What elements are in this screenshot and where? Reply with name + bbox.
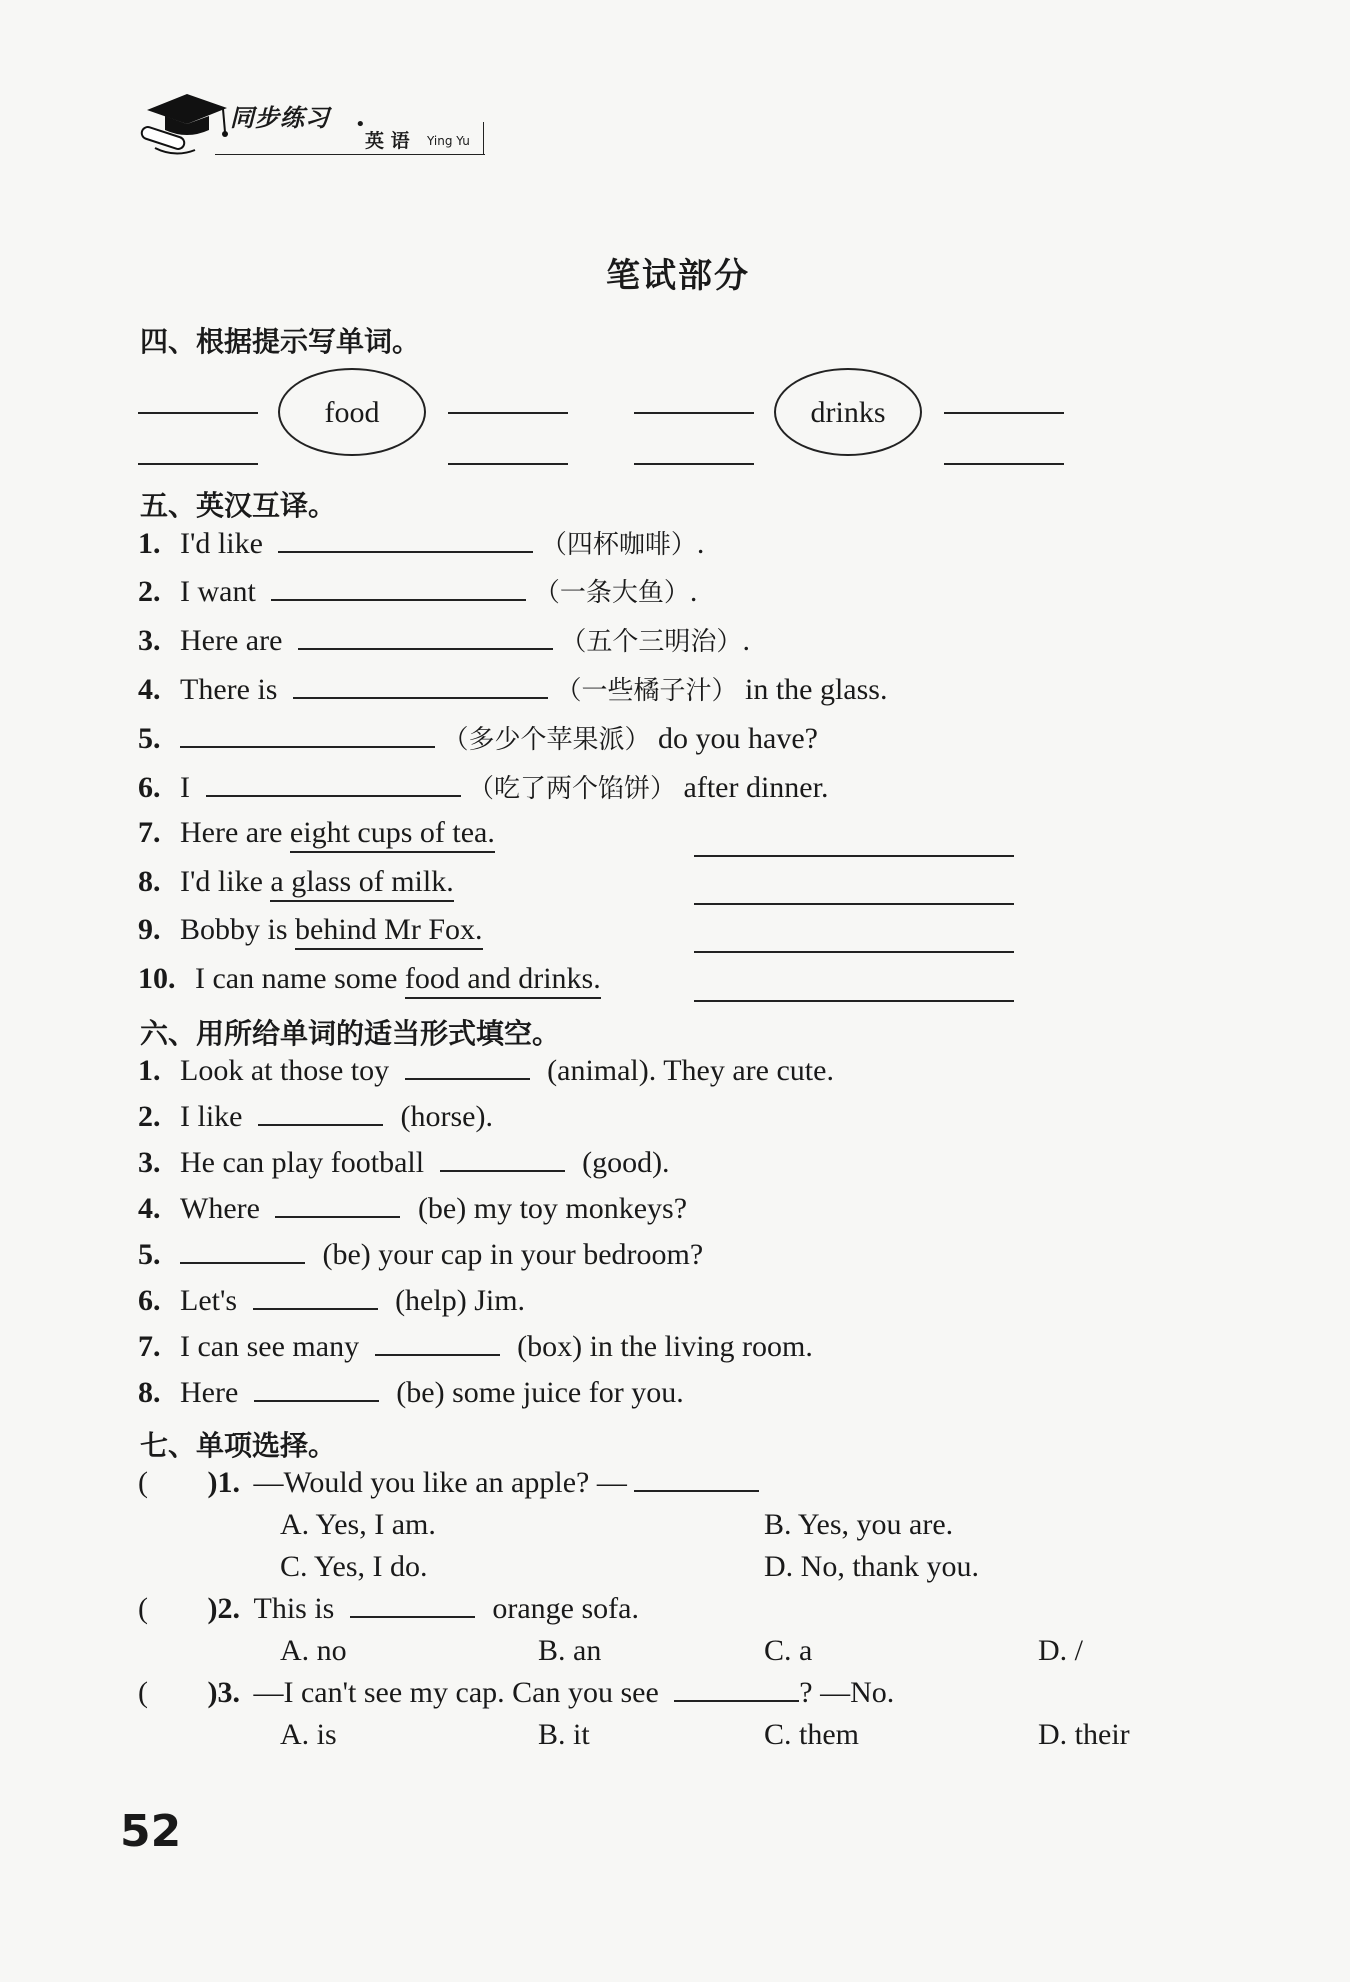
header-dot: • (355, 114, 366, 135)
choice-q3: ( )3. —I can't see my cap. Can you see ? —No. (138, 1676, 895, 1709)
translation-item-5: 5. （多少个苹果派） do you have? (138, 722, 818, 755)
blank-line (944, 412, 1064, 414)
blank-line (944, 463, 1064, 465)
choice-q1: ( )1. —Would you like an apple? — (138, 1466, 759, 1500)
graduation-cap-icon (135, 88, 235, 158)
translation-item-8: 8. I'd like a glass of milk. (138, 865, 454, 899)
option-b[interactable]: B. an (538, 1634, 602, 1667)
option-a[interactable]: A. Yes, I am. (280, 1508, 436, 1541)
option-a[interactable]: A. is (280, 1718, 337, 1751)
answer-blank[interactable] (258, 1123, 383, 1126)
section6-heading: 六、用所给单词的适当形式填空。 (140, 1017, 561, 1050)
answer-blank[interactable] (275, 1215, 400, 1218)
choice-q2: ( )2. This is orange sofa. (138, 1592, 639, 1625)
fill-item-2: 2. I like (horse). (138, 1100, 493, 1133)
answer-blank[interactable] (375, 1353, 500, 1356)
blank-line (448, 463, 568, 465)
header-box-right (483, 122, 484, 154)
blank-line (138, 412, 258, 414)
fill-item-8: 8. Here (be) some juice for you. (138, 1376, 684, 1409)
answer-blank[interactable] (271, 598, 526, 601)
answer-line[interactable] (694, 855, 1014, 857)
option-b[interactable]: B. it (538, 1718, 590, 1751)
fill-item-3: 3. He can play football (good). (138, 1146, 670, 1179)
blank-line (138, 463, 258, 465)
word-bubble-drinks (774, 368, 922, 456)
fill-item-7: 7. I can see many (box) in the living room. (138, 1330, 813, 1363)
answer-blank[interactable] (206, 794, 461, 797)
answer-blank[interactable] (440, 1169, 565, 1172)
option-a[interactable]: A. no (280, 1634, 347, 1667)
blank-line (634, 412, 754, 414)
translation-item-2: 2. I want （一条大鱼）. (138, 575, 698, 608)
translation-item-9: 9. Bobby is behind Mr Fox. (138, 913, 483, 947)
answer-line[interactable] (694, 903, 1014, 905)
fill-item-1: 1. Look at those toy (animal). They are cute. (138, 1054, 834, 1087)
answer-line[interactable] (694, 951, 1014, 953)
page-title: 笔试部分 (606, 256, 750, 296)
option-d[interactable]: D. / (1038, 1634, 1083, 1667)
answer-blank[interactable] (350, 1615, 475, 1618)
fill-item-6: 6. Let's (help) Jim. (138, 1284, 526, 1317)
option-c[interactable]: C. them (764, 1718, 859, 1751)
fill-item-4: 4. Where (be) my toy monkeys? (138, 1192, 688, 1225)
answer-line[interactable] (694, 1000, 1014, 1002)
header-subject: 英 语 (365, 130, 410, 152)
answer-blank[interactable] (674, 1699, 799, 1702)
header-subject-pinyin: Ying Yu (427, 134, 470, 148)
answer-blank[interactable] (293, 696, 548, 699)
translation-item-1: 1. I'd like （四杯咖啡）. (138, 527, 705, 560)
answer-blank[interactable] (254, 1399, 379, 1402)
option-d[interactable]: D. No, thank you. (764, 1550, 979, 1583)
blank-line (634, 463, 754, 465)
answer-blank[interactable] (278, 550, 533, 553)
blank-line (448, 412, 568, 414)
answer-blank[interactable] (405, 1077, 530, 1080)
section4-heading: 四、根据提示写单词。 (140, 325, 421, 358)
translation-item-7: 7. Here are eight cups of tea. (138, 816, 495, 850)
fill-item-5: 5. (be) your cap in your bedroom? (138, 1238, 704, 1271)
option-c[interactable]: C. a (764, 1634, 813, 1667)
bubble-label: drinks (810, 396, 886, 429)
header-title: 同步练习 (230, 104, 330, 132)
answer-blank[interactable] (298, 647, 553, 650)
answer-blank[interactable] (180, 745, 435, 748)
word-bubble-food (278, 368, 426, 456)
option-b[interactable]: B. Yes, you are. (764, 1508, 954, 1541)
translation-item-3: 3. Here are （五个三明治）. (138, 624, 750, 657)
answer-blank[interactable] (634, 1489, 759, 1492)
translation-item-4: 4. There is （一些橘子汁） in the glass. (138, 673, 888, 706)
answer-blank[interactable] (253, 1307, 378, 1310)
header-underline (215, 154, 485, 155)
answer-blank[interactable] (180, 1261, 305, 1264)
section7-heading: 七、单项选择。 (140, 1429, 337, 1462)
translation-item-6: 6. I （吃了两个馅饼） after dinner. (138, 771, 829, 804)
header-logo (135, 88, 495, 158)
bubble-label: food (324, 396, 380, 429)
page-number: 52 (120, 1806, 182, 1857)
section5-heading: 五、英汉互译。 (140, 489, 337, 522)
option-c[interactable]: C. Yes, I do. (280, 1550, 428, 1583)
option-d[interactable]: D. their (1038, 1718, 1130, 1751)
translation-item-10: 10. I can name some food and drinks. (138, 962, 601, 996)
